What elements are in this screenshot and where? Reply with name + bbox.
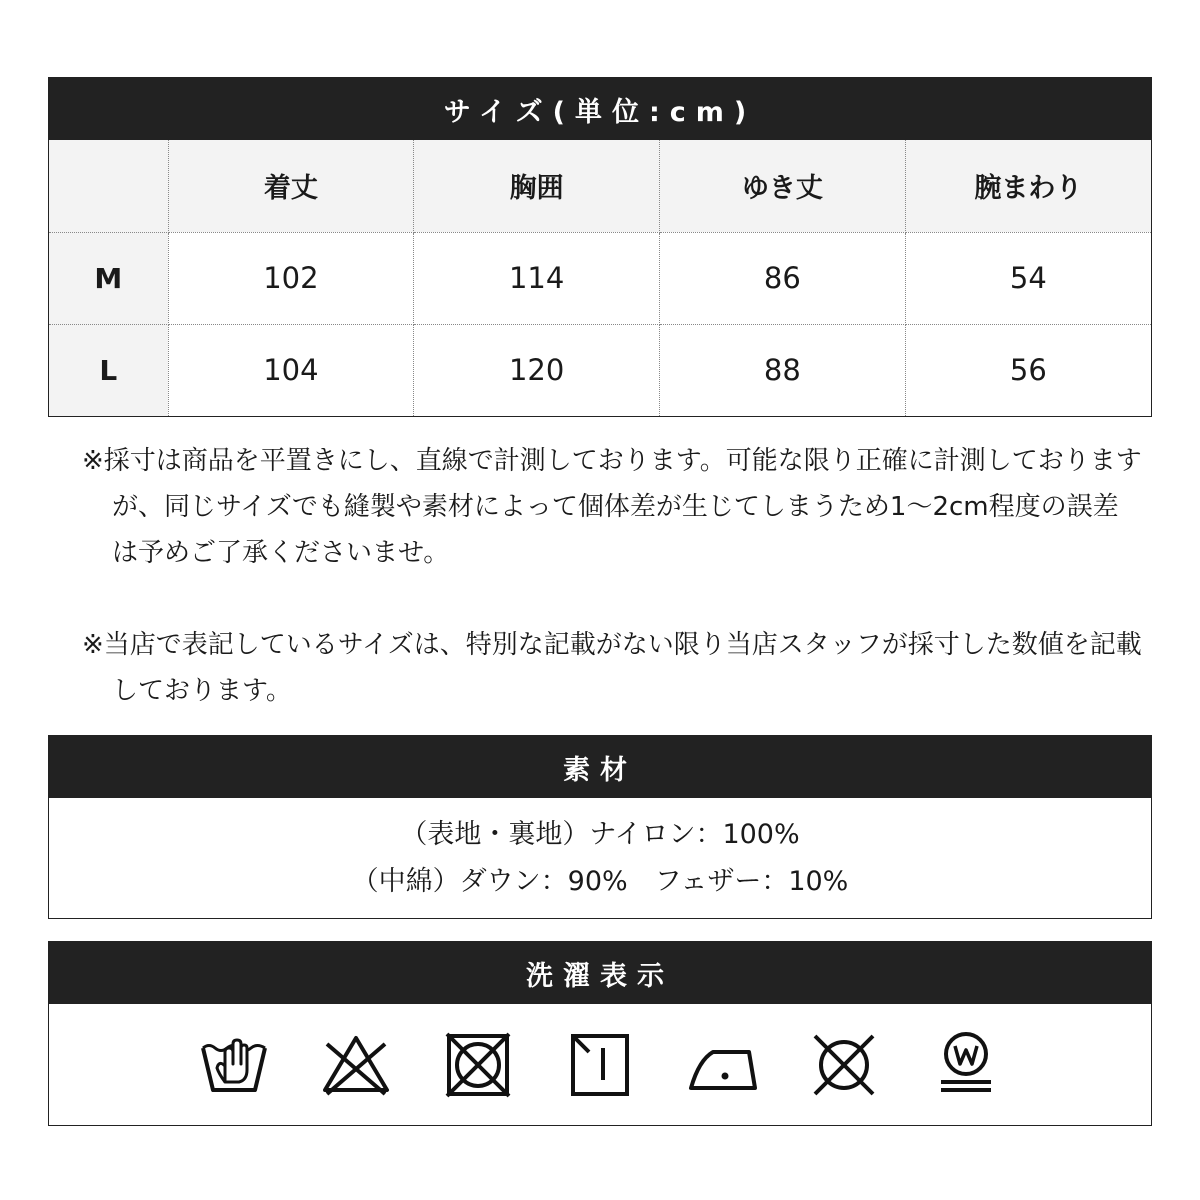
column-header-sleeve: ゆき丈 — [660, 140, 906, 232]
column-header-arm: 腕まわり — [905, 140, 1151, 232]
table-cell: 114 — [414, 232, 660, 324]
low-iron-icon — [687, 1030, 757, 1100]
material-line-filling: （中綿）ダウン：90% フェザー：10% — [351, 866, 849, 897]
size-note: ※当店で表記しているサイズは、特別な記載がない限り当店スタッフが採寸した数値を記載しております。 — [82, 630, 1142, 706]
no-bleach-icon — [321, 1030, 391, 1100]
table-cell: 56 — [1009, 353, 1047, 388]
no-dry-clean-icon — [809, 1030, 879, 1100]
size-section — [48, 77, 1152, 417]
material-line-outer: （表地・裏地）ナイロン：100% — [400, 819, 800, 850]
table-cell: 102 — [168, 232, 414, 324]
table-cell: 120 — [414, 324, 660, 416]
size-table-header-row — [49, 140, 1151, 232]
notes — [82, 438, 1142, 714]
material-section — [48, 735, 1152, 919]
table-cell: 54 — [905, 232, 1151, 324]
measurement-note: ※採寸は商品を平置きにし、直線で計測しております。可能な限り正確に計測しておりますが、同じサイズでも縫製や素材によって個体差が生じてしまうため1～2cm程度の誤差は予めご了承くださいませ。 — [82, 446, 1142, 568]
table-cell: 104 — [168, 324, 414, 416]
size-label-m: M — [49, 232, 168, 324]
column-header-length: 着丈 — [168, 140, 414, 232]
wet-clean-gentle-icon — [931, 1030, 1001, 1100]
care-icons — [49, 1004, 1151, 1125]
material-section-title: 素材 — [49, 736, 1151, 798]
hand-wash-icon — [199, 1030, 269, 1100]
table-cell: 88 — [660, 324, 906, 416]
line-dry-shade-icon — [565, 1030, 635, 1100]
size-section-title: サイズ(単位:cm) — [49, 78, 1151, 140]
care-section — [48, 941, 1152, 1126]
material-body — [49, 798, 1151, 918]
no-tumble-dry-icon — [443, 1030, 513, 1100]
table-row — [49, 232, 1151, 324]
size-table-corner-cell — [49, 140, 168, 232]
size-table — [49, 140, 1151, 416]
table-row — [49, 324, 1151, 416]
size-label-l: L — [49, 324, 168, 416]
table-cell: 86 — [660, 232, 906, 324]
column-header-chest: 胸囲 — [414, 140, 660, 232]
care-section-title: 洗濯表示 — [49, 942, 1151, 1004]
